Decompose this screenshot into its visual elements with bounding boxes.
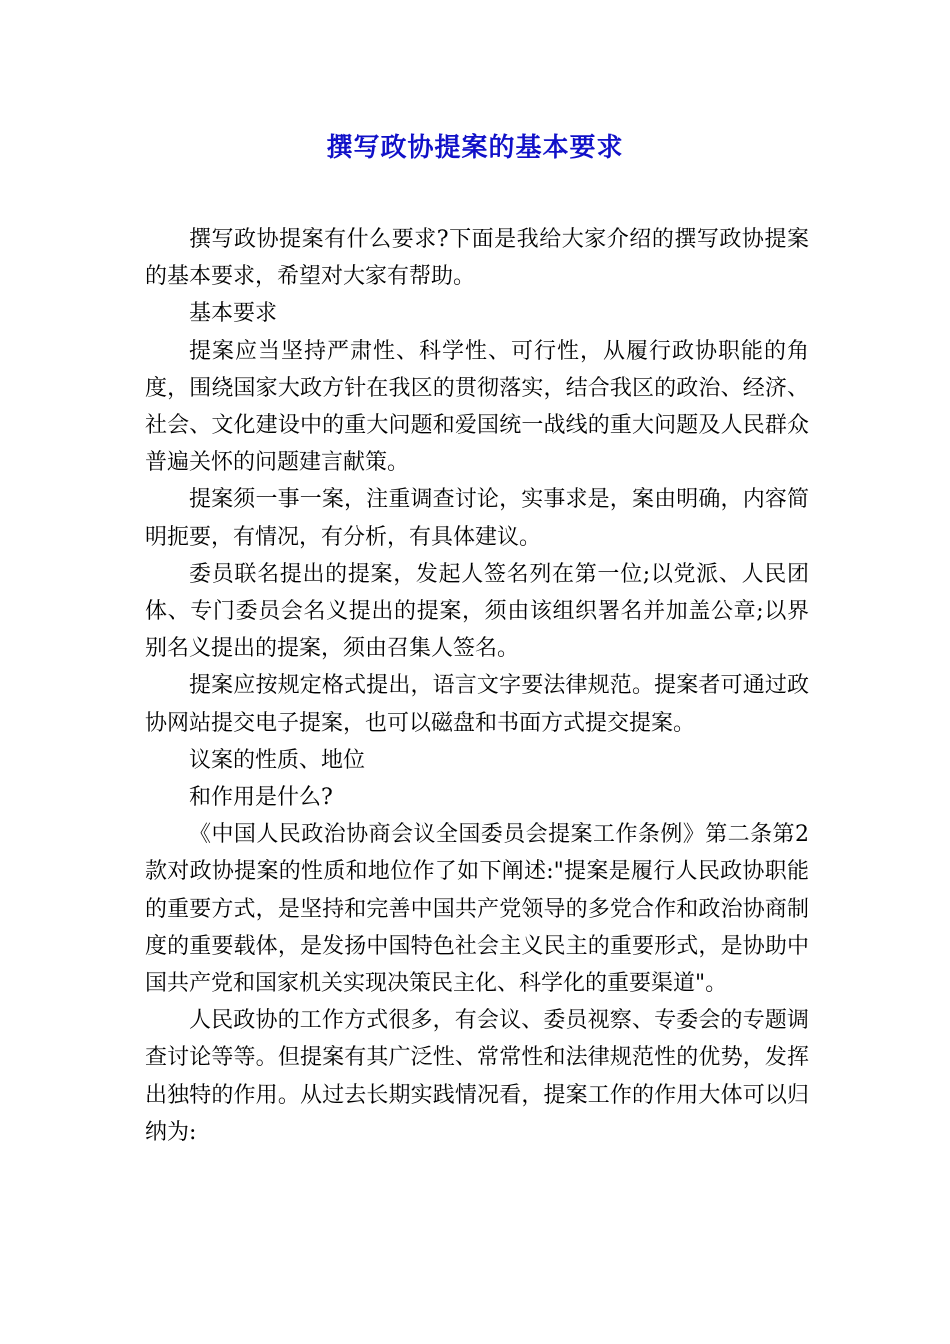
document-title: 撰写政协提案的基本要求 — [326, 133, 624, 163]
paragraph-working-methods: 人民政协的工作方式很多，有会议、委员视察、专委会的专题调查讨论等等。但提案有其广泛性、常常性和法律规范性的优势，发挥出独特的作用。从过去长期实践情况看，提案工作的作用大体可以归纳为: — [145, 1008, 809, 1145]
paragraph-seriousness: 提案应当坚持严肃性、科学性、可行性，从履行政协职能的角度，围绕国家大政方针在我区的贯彻落实，结合我区的政治、经济、社会、文化建设中的重大问题和爱国统一战线的重大问题及人民群众普遍关怀的问题建言献策。 — [145, 338, 809, 476]
heading-nature-status: 议案的性质、地位 — [189, 747, 366, 773]
paragraph-format: 提案应按规定格式提出，语言文字要法律规范。提案者可通过政协网站提交电子提案，也可以磁盘和书面方式提交提案。 — [145, 673, 809, 736]
paragraph-signatures: 委员联名提出的提案，发起人签名列在第一位;以党派、人民团体、专门委员会名义提出的提案，须由该组织署名并加盖公章;以界别名义提出的提案，须由召集人签名。 — [145, 561, 809, 662]
heading-basic-requirements: 基本要求 — [189, 301, 278, 327]
paragraph-one-case: 提案须一事一案，注重调查讨论，实事求是，案由明确，内容简明扼要，有情况，有分析，有具体建议。 — [145, 487, 809, 550]
paragraph-regulation: 《中国人民政治协商会议全国委员会提案工作条例》第二条第2款对政协提案的性质和地位作了如下阐述:"提案是履行人民政协职能的重要方式，是坚持和完善中国共产党领导的多党合作和政治协商制度的重要载体，是发扬中国特色社会主义民主的重要形式，是协助中国共产党和国家机关实现决策民主化、科学化的重要渠道"。 — [145, 822, 809, 997]
paragraph-intro: 撰写政协提案有什么要求?下面是我给大家介绍的撰写政协提案的基本要求，希望对大家有帮助。 — [145, 227, 809, 290]
heading-role: 和作用是什么? — [189, 785, 333, 811]
document-body — [145, 221, 809, 1151]
